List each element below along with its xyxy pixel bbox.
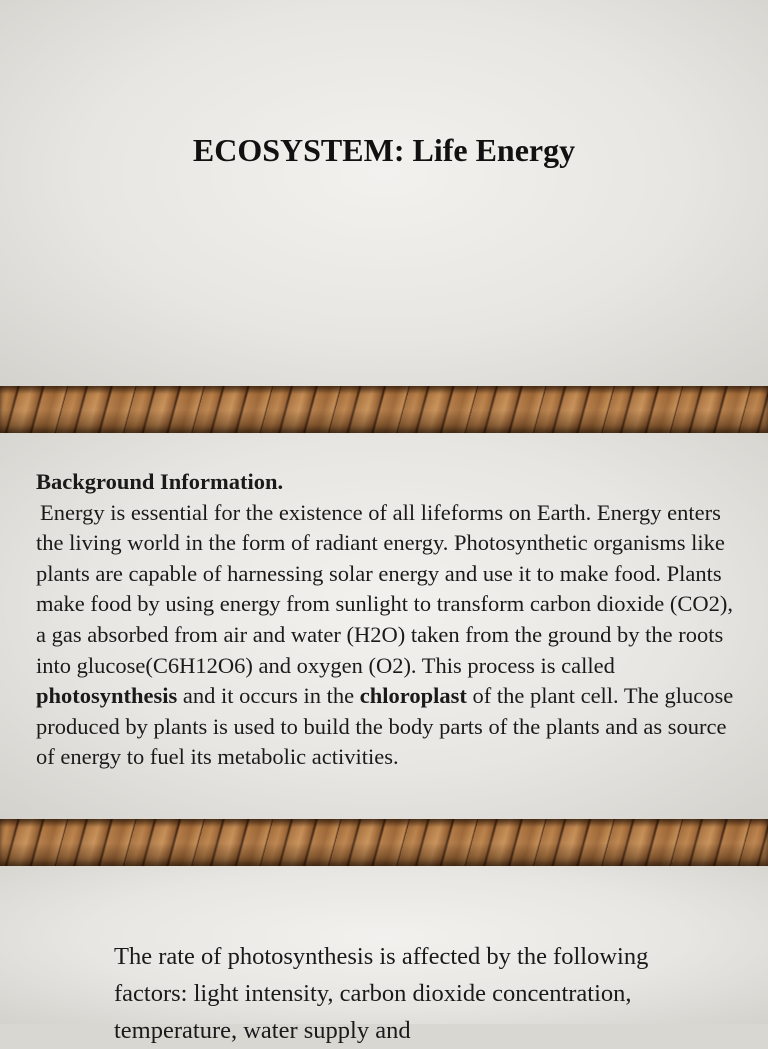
background-text-block [36,467,736,773]
slide-title-heading: ECOSYSTEM: Life Energy [192,132,576,168]
paragraph-text: and it occurs in the [177,683,360,709]
slide-photosynthesis-factors [0,866,768,1044]
factors-paragraph: The rate of photosynthesis is affected by the following factors: light intensity, carbon dioxide concentration, temperature, water supply and [114,943,649,1044]
term-chloroplast: chloroplast [359,683,467,709]
background-heading: Background Information. [36,469,284,494]
paragraph-text: Energy is essential for the existence of all lifeforms on Earth. Energy enters the living world in the form of radiant energy. Photosynthetic organisms like plants are capable of harnessing solar energy and use it to make food. Plants make food by using energy from sunlight to transform carbon dioxide (CO2), a gas absorbed from air and water (H2O) taken from the ground by the roots into glucose(C6H12O6) and oxygen (O2). This process is called [36,499,733,678]
term-photosynthesis: photosynthesis [36,683,178,709]
wood-floor-divider [0,386,768,433]
slide-background-information [0,433,768,819]
paragraph-text: of the plant cell. The glucose produced by plants is used to build the body parts of the plants and as source of energy to fuel its metabolic activities. [36,683,734,770]
background-paragraph [36,498,736,773]
wood-floor-divider [0,819,768,866]
slide-title [0,0,768,386]
